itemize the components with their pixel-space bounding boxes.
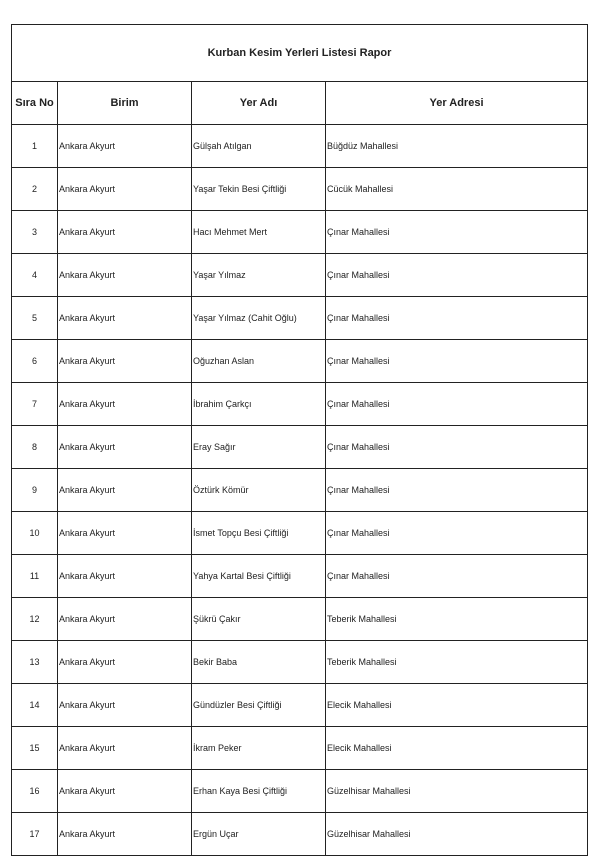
cell-sira-no: 9 [12, 469, 58, 512]
cell-yer-adi: Yahya Kartal Besi Çiftliği [192, 555, 326, 598]
cell-yer-adi: İbrahim Çarkçı [192, 383, 326, 426]
cell-yer-adresi: Çınar Mahallesi [326, 297, 588, 340]
cell-yer-adi: İsmet Topçu Besi Çiftliği [192, 512, 326, 555]
cell-sira-no: 1 [12, 125, 58, 168]
title-row [12, 25, 588, 82]
cell-yer-adresi: Çınar Mahallesi [326, 555, 588, 598]
cell-sira-no: 6 [12, 340, 58, 383]
cell-yer-adresi: Çınar Mahallesi [326, 211, 588, 254]
report-table [11, 24, 588, 856]
table-row [12, 770, 588, 813]
table-row [12, 684, 588, 727]
cell-sira-no: 8 [12, 426, 58, 469]
cell-yer-adresi: Çınar Mahallesi [326, 254, 588, 297]
table-body [12, 125, 588, 856]
cell-yer-adresi: Güzelhisar Mahallesi [326, 813, 588, 856]
cell-yer-adi: İkram Peker [192, 727, 326, 770]
cell-sira-no: 15 [12, 727, 58, 770]
cell-yer-adresi: Büğdüz Mahallesi [326, 125, 588, 168]
cell-yer-adresi: Elecik Mahallesi [326, 684, 588, 727]
cell-birim: Ankara Akyurt [58, 598, 192, 641]
cell-yer-adi: Bekir Baba [192, 641, 326, 684]
cell-yer-adi: Yaşar Tekin Besi Çiftliği [192, 168, 326, 211]
cell-birim: Ankara Akyurt [58, 469, 192, 512]
table-row [12, 254, 588, 297]
cell-yer-adresi: Çınar Mahallesi [326, 469, 588, 512]
cell-yer-adi: Erhan Kaya Besi Çiftliği [192, 770, 326, 813]
cell-birim: Ankara Akyurt [58, 254, 192, 297]
cell-yer-adresi: Cücük Mahallesi [326, 168, 588, 211]
cell-birim: Ankara Akyurt [58, 168, 192, 211]
cell-sira-no: 5 [12, 297, 58, 340]
cell-sira-no: 10 [12, 512, 58, 555]
table-row [12, 641, 588, 684]
cell-yer-adi: Gülşah Atılgan [192, 125, 326, 168]
table-row [12, 340, 588, 383]
cell-birim: Ankara Akyurt [58, 555, 192, 598]
table-row [12, 383, 588, 426]
cell-yer-adi: Gündüzler Besi Çiftliği [192, 684, 326, 727]
cell-sira-no: 4 [12, 254, 58, 297]
cell-sira-no: 16 [12, 770, 58, 813]
cell-sira-no: 3 [12, 211, 58, 254]
cell-birim: Ankara Akyurt [58, 512, 192, 555]
cell-birim: Ankara Akyurt [58, 727, 192, 770]
cell-yer-adresi: Çınar Mahallesi [326, 383, 588, 426]
table-row [12, 813, 588, 856]
cell-yer-adresi: Teberik Mahallesi [326, 641, 588, 684]
cell-sira-no: 11 [12, 555, 58, 598]
cell-birim: Ankara Akyurt [58, 813, 192, 856]
report-title: Kurban Kesim Yerleri Listesi Rapor [12, 25, 588, 82]
cell-yer-adi: Yaşar Yılmaz (Cahit Oğlu) [192, 297, 326, 340]
cell-yer-adi: Öztürk Kömür [192, 469, 326, 512]
cell-birim: Ankara Akyurt [58, 426, 192, 469]
cell-birim: Ankara Akyurt [58, 297, 192, 340]
cell-yer-adresi: Teberik Mahallesi [326, 598, 588, 641]
cell-yer-adi: Hacı Mehmet Mert [192, 211, 326, 254]
header-row [12, 82, 588, 125]
cell-birim: Ankara Akyurt [58, 770, 192, 813]
cell-yer-adresi: Çınar Mahallesi [326, 512, 588, 555]
cell-birim: Ankara Akyurt [58, 641, 192, 684]
column-header-birim: Birim [58, 82, 192, 125]
table-row [12, 297, 588, 340]
cell-birim: Ankara Akyurt [58, 340, 192, 383]
cell-yer-adresi: Çınar Mahallesi [326, 340, 588, 383]
table-row [12, 168, 588, 211]
table-row [12, 727, 588, 770]
cell-yer-adresi: Elecik Mahallesi [326, 727, 588, 770]
cell-birim: Ankara Akyurt [58, 684, 192, 727]
cell-birim: Ankara Akyurt [58, 383, 192, 426]
column-header-yer-adi: Yer Adı [192, 82, 326, 125]
cell-sira-no: 7 [12, 383, 58, 426]
table-row [12, 426, 588, 469]
table-row [12, 512, 588, 555]
column-header-sira-no: Sıra No [12, 82, 58, 125]
cell-sira-no: 17 [12, 813, 58, 856]
table-row [12, 598, 588, 641]
cell-sira-no: 14 [12, 684, 58, 727]
table-row [12, 211, 588, 254]
cell-birim: Ankara Akyurt [58, 211, 192, 254]
cell-birim: Ankara Akyurt [58, 125, 192, 168]
cell-yer-adi: Yaşar Yılmaz [192, 254, 326, 297]
table-row [12, 555, 588, 598]
cell-yer-adresi: Güzelhisar Mahallesi [326, 770, 588, 813]
cell-sira-no: 13 [12, 641, 58, 684]
cell-yer-adi: Eray Sağır [192, 426, 326, 469]
cell-yer-adi: Oğuzhan Aslan [192, 340, 326, 383]
cell-yer-adresi: Çınar Mahallesi [326, 426, 588, 469]
cell-yer-adi: Şükrü Çakır [192, 598, 326, 641]
cell-yer-adi: Ergün Uçar [192, 813, 326, 856]
table-row [12, 125, 588, 168]
cell-sira-no: 12 [12, 598, 58, 641]
column-header-yer-adresi: Yer Adresi [326, 82, 588, 125]
table-row [12, 469, 588, 512]
cell-sira-no: 2 [12, 168, 58, 211]
